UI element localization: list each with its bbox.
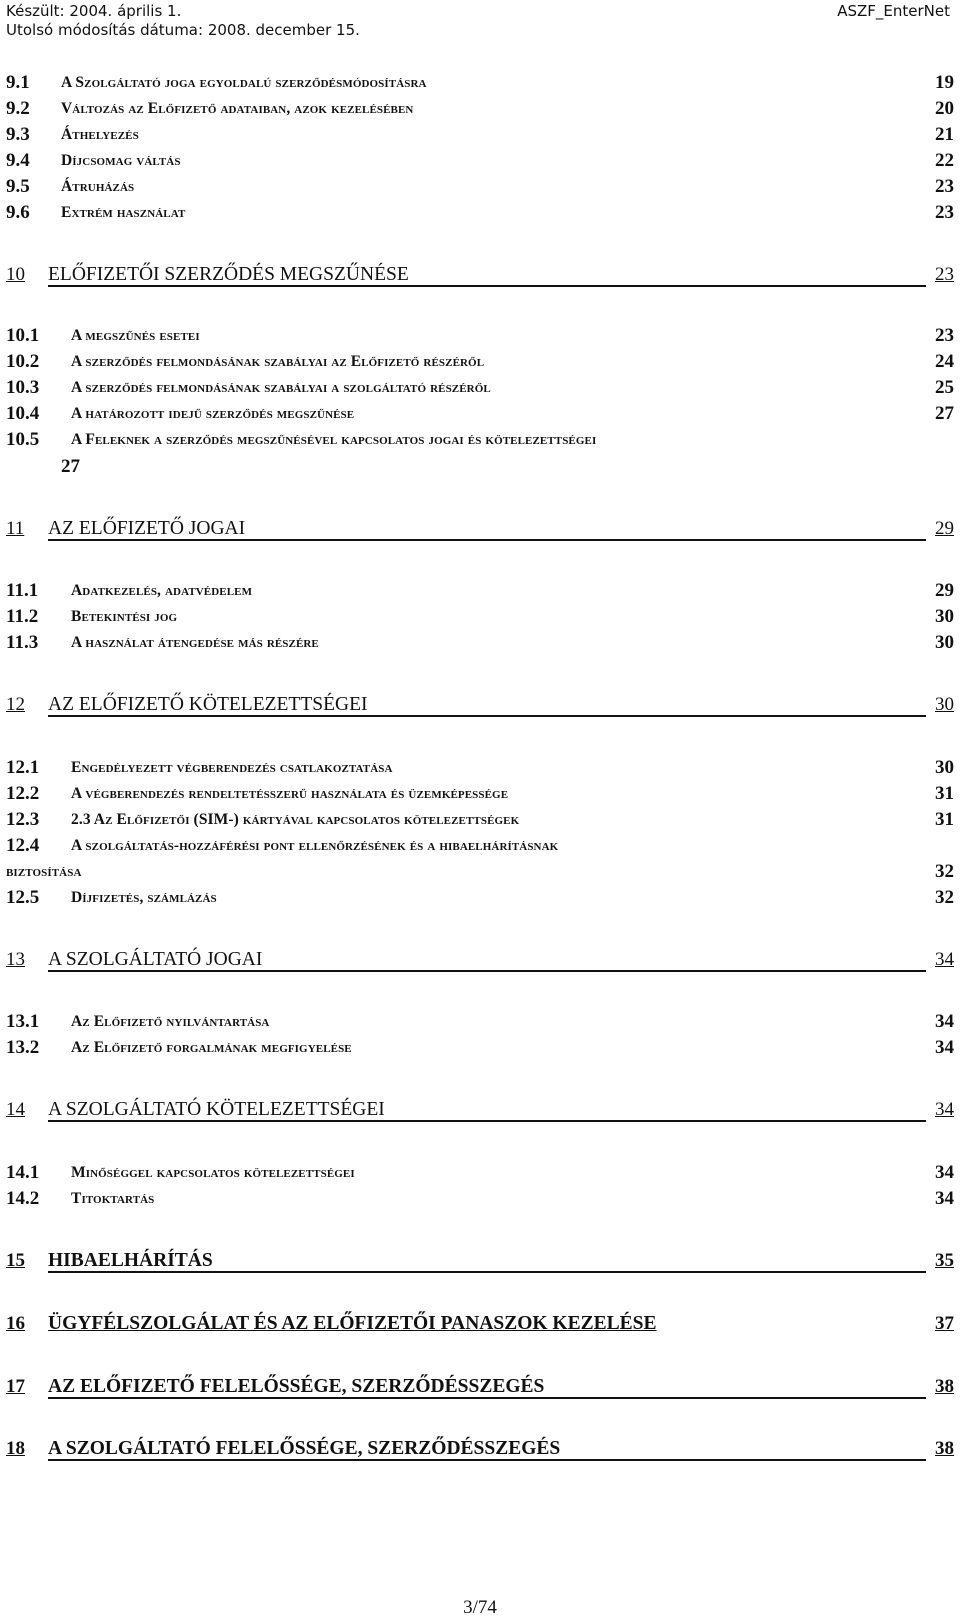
toc-page: 34: [935, 1162, 954, 1183]
toc-page: 32: [935, 887, 954, 908]
toc-page: 38: [935, 1376, 954, 1397]
toc-page: 34: [935, 949, 954, 970]
toc-page: 30: [935, 757, 954, 778]
toc-title: ÜGYFÉLSZOLGÁLAT ÉS AZ ELŐFIZETŐI PANASZOK KEZELÉSE: [48, 1313, 657, 1334]
toc-title: A megszűnés esetei: [71, 327, 200, 344]
toc-title: A Feleknek a szerződés megszűnésével kapcsolatos jogai és kötelezettségei: [71, 431, 597, 448]
toc-page: 29: [935, 580, 954, 601]
toc-title: Extrém használat: [61, 204, 186, 221]
toc-title: Engedélyezett végberendezés csatlakoztatása: [71, 759, 393, 776]
toc-number: 9.1: [6, 72, 30, 93]
toc-title: Díjfizetés, számlázás: [71, 889, 217, 906]
toc-number: 17: [6, 1376, 25, 1397]
toc-rule: [48, 539, 926, 541]
document-name: ASZF_EnterNet: [837, 2, 950, 20]
toc-number: 12.3: [6, 809, 40, 830]
toc-page: 23: [935, 264, 954, 285]
toc-page: 23: [935, 325, 954, 346]
toc-title: AZ ELŐFIZETŐ FELELŐSSÉGE, SZERZŐDÉSSZEGÉS: [48, 1376, 545, 1397]
toc-page: 38: [935, 1438, 954, 1459]
toc-entry-12-4[interactable]: [6, 835, 954, 887]
toc-number: 9.4: [6, 150, 30, 171]
toc-number: 14: [6, 1099, 25, 1120]
toc-number: 12.1: [6, 757, 40, 778]
toc-page: 34: [935, 1188, 954, 1209]
toc-page: 19: [935, 72, 954, 93]
toc-page: 37: [935, 1313, 954, 1334]
toc-rule: [48, 970, 926, 972]
toc-title: Áthelyezés: [61, 126, 139, 143]
toc-title: AZ ELŐFIZETŐ KÖTELEZETTSÉGEI: [48, 694, 368, 715]
toc-page: 23: [935, 202, 954, 223]
toc-page: 20: [935, 98, 954, 119]
toc-title: A szerződés felmondásának szabályai az Előfizető részéről: [71, 353, 485, 370]
toc-rule: [48, 1397, 926, 1399]
toc-rule: [48, 715, 926, 717]
toc-page: 32: [935, 861, 954, 882]
toc-number: 9.5: [6, 176, 30, 197]
toc-number: 13.2: [6, 1037, 40, 1058]
toc-number: 10.1: [6, 325, 40, 346]
toc-page: 34: [935, 1037, 954, 1058]
toc-number: 14.2: [6, 1188, 40, 1209]
toc-page: 27: [935, 403, 954, 424]
toc-title: Átruházás: [61, 178, 135, 195]
toc-title: Díjcsomag váltás: [61, 152, 181, 169]
toc-rule: [48, 1459, 926, 1461]
toc-title: A Szolgáltató joga egyoldalú szerződésmódosításra: [61, 74, 427, 91]
toc-number: 12: [6, 694, 25, 715]
toc-page: 30: [935, 694, 954, 715]
toc-rule: [48, 1120, 926, 1122]
page-number: 3/74: [463, 1597, 497, 1618]
toc-title: A SZOLGÁLTATÓ KÖTELEZETTSÉGEI: [48, 1099, 385, 1120]
toc-page: 30: [935, 606, 954, 627]
toc-number: 16: [6, 1313, 25, 1334]
toc-page: 34: [935, 1099, 954, 1120]
toc-page: 27: [61, 456, 80, 477]
toc-number: 9.3: [6, 124, 30, 145]
toc-number: 14.1: [6, 1162, 40, 1183]
toc-number: 13.1: [6, 1011, 40, 1032]
toc-title: Az Előfizető nyilvántartása: [71, 1013, 270, 1030]
toc-page: 34: [935, 1011, 954, 1032]
toc-title: HIBAELHÁRÍTÁS: [48, 1250, 213, 1271]
toc-title: 2.3 Az Előfizetői (SIM-) kártyával kapcsolatos kötelezettségek: [71, 811, 520, 828]
toc-title: AZ ELŐFIZETŐ JOGAI: [48, 518, 246, 539]
created-date: Készült: 2004. április 1.: [6, 2, 182, 20]
toc-number: 11.1: [6, 580, 39, 601]
toc-title: Változás az Előfizető adataiban, azok kezelésében: [61, 100, 414, 117]
toc-page: 30: [935, 632, 954, 653]
toc-title: A szerződés felmondásának szabályai a szolgáltató részéről: [71, 379, 491, 396]
toc-title: A határozott idejű szerződés megszűnése: [71, 405, 355, 422]
toc-number: 10.4: [6, 403, 40, 424]
toc-title: A végberendezés rendeltetésszerű használata és üzemképessége: [71, 785, 509, 802]
toc-number: 12.2: [6, 783, 40, 804]
modified-date: Utolsó módosítás dátuma: 2008. december 15.: [6, 21, 360, 39]
toc-title-continued: biztosítása: [6, 863, 82, 880]
toc-rule: [48, 1271, 926, 1273]
toc-page: 22: [935, 150, 954, 171]
toc-title: A szolgáltatás-hozzáférési pont ellenőrzésének és a hibaelhárításnak: [71, 837, 559, 854]
toc-page: 24: [935, 351, 954, 372]
toc-number: 15: [6, 1250, 25, 1271]
toc-number: 10.5: [6, 429, 40, 450]
toc-title: ELŐFIZETŐI SZERZŐDÉS MEGSZŰNÉSE: [48, 264, 409, 285]
toc-page: 35: [935, 1250, 954, 1271]
toc-title: A SZOLGÁLTATÓ FELELŐSSÉGE, SZERZŐDÉSSZEGÉS: [48, 1438, 561, 1459]
toc-number: 9.6: [6, 202, 30, 223]
toc-title: A SZOLGÁLTATÓ JOGAI: [48, 949, 263, 970]
toc-number: 10.2: [6, 351, 40, 372]
toc-title: Betekintési jog: [71, 608, 178, 625]
toc-number: 11: [6, 518, 25, 539]
toc-page: 31: [935, 809, 954, 830]
toc-title: Az Előfizető forgalmának megfigyelése: [71, 1039, 352, 1056]
toc-page: 21: [935, 124, 954, 145]
toc-number: 10.3: [6, 377, 40, 398]
toc-number: 11.2: [6, 606, 39, 627]
toc-rule: [48, 285, 926, 287]
toc-number: 11.3: [6, 632, 39, 653]
toc-number: 9.2: [6, 98, 30, 119]
toc-number: 13: [6, 949, 25, 970]
toc-number: 18: [6, 1438, 25, 1459]
toc-number: 12.5: [6, 887, 40, 908]
toc-page: 31: [935, 783, 954, 804]
toc-entry-10-5[interactable]: [6, 429, 954, 479]
toc-number: 12.4: [6, 835, 40, 856]
toc-title: Adatkezelés, adatvédelem: [71, 582, 253, 599]
toc-number: 10: [6, 264, 25, 285]
toc-page: 25: [935, 377, 954, 398]
toc-title: A használat átengedése más részére: [71, 634, 319, 651]
toc-title: Titoktartás: [71, 1190, 155, 1207]
toc-page: 29: [935, 518, 954, 539]
toc-title: Minőséggel kapcsolatos kötelezettségei: [71, 1164, 355, 1181]
toc-page: 23: [935, 176, 954, 197]
